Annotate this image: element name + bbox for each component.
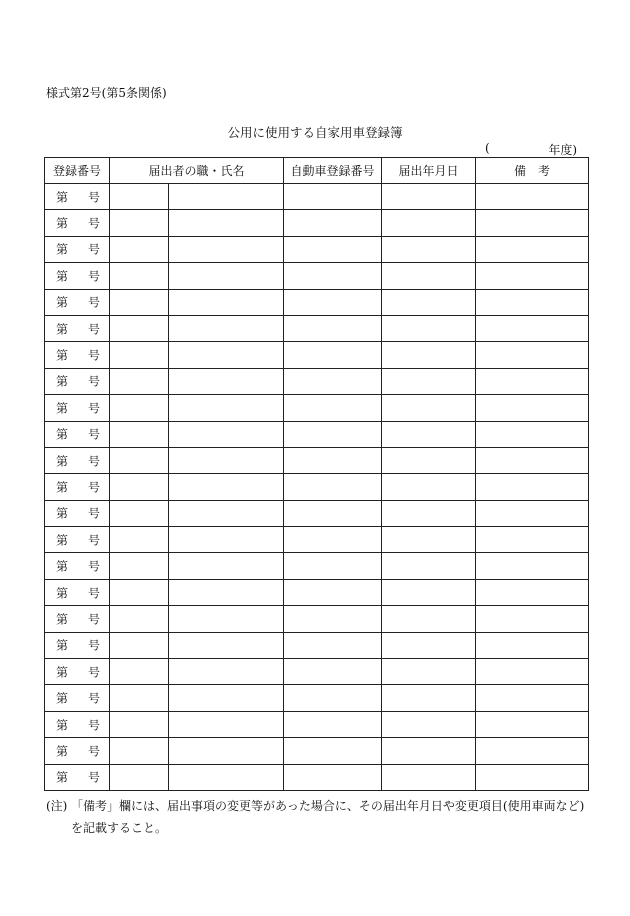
registration-no-cell — [45, 659, 110, 685]
name-cell[interactable] — [169, 184, 284, 210]
car-number-cell[interactable] — [284, 685, 382, 711]
table-row — [45, 738, 589, 764]
table-row — [45, 395, 589, 421]
position-cell[interactable] — [110, 236, 169, 262]
row-suffix: 号 — [87, 665, 100, 680]
date-cell[interactable] — [382, 527, 476, 553]
registration-no-cell — [45, 474, 110, 500]
date-cell[interactable] — [382, 395, 476, 421]
remarks-cell[interactable] — [476, 659, 589, 685]
car-number-cell[interactable] — [284, 184, 382, 210]
name-cell[interactable] — [169, 527, 284, 553]
name-cell[interactable] — [169, 289, 284, 315]
table-row — [45, 606, 589, 632]
date-cell[interactable] — [382, 738, 476, 764]
remarks-cell[interactable] — [476, 474, 589, 500]
name-cell[interactable] — [169, 342, 284, 368]
car-number-cell[interactable] — [284, 395, 382, 421]
table-row — [45, 421, 589, 447]
registration-no-cell — [45, 315, 110, 341]
table-row — [45, 711, 589, 737]
remarks-cell[interactable] — [476, 685, 589, 711]
table-row — [45, 315, 589, 341]
remarks-cell[interactable] — [476, 421, 589, 447]
header-car-number: 自動車登録番号 — [284, 158, 382, 184]
date-cell[interactable] — [382, 368, 476, 394]
remarks-cell[interactable] — [476, 289, 589, 315]
car-number-cell[interactable] — [284, 368, 382, 394]
position-cell[interactable] — [110, 184, 169, 210]
position-cell[interactable] — [110, 606, 169, 632]
row-prefix: 第 — [56, 295, 69, 310]
row-suffix: 号 — [87, 216, 100, 231]
date-cell[interactable] — [382, 184, 476, 210]
registration-no-cell — [45, 342, 110, 368]
car-number-cell[interactable] — [284, 764, 382, 790]
row-suffix: 号 — [87, 480, 100, 495]
row-suffix: 号 — [87, 559, 100, 574]
row-prefix: 第 — [56, 559, 69, 574]
row-suffix: 号 — [87, 348, 100, 363]
table-row — [45, 289, 589, 315]
row-prefix: 第 — [56, 612, 69, 627]
row-prefix: 第 — [56, 480, 69, 495]
name-cell[interactable] — [169, 315, 284, 341]
car-number-cell[interactable] — [284, 659, 382, 685]
name-cell[interactable] — [169, 263, 284, 289]
remarks-cell[interactable] — [476, 738, 589, 764]
row-prefix: 第 — [56, 506, 69, 521]
position-cell[interactable] — [110, 738, 169, 764]
remarks-cell[interactable] — [476, 395, 589, 421]
date-cell[interactable] — [382, 210, 476, 236]
car-number-cell[interactable] — [284, 500, 382, 526]
row-prefix: 第 — [56, 322, 69, 337]
row-prefix: 第 — [56, 401, 69, 416]
name-cell[interactable] — [169, 738, 284, 764]
remarks-cell[interactable] — [476, 210, 589, 236]
position-cell[interactable] — [110, 500, 169, 526]
remarks-cell[interactable] — [476, 447, 589, 473]
table-row — [45, 579, 589, 605]
remarks-cell[interactable] — [476, 527, 589, 553]
position-cell[interactable] — [110, 764, 169, 790]
position-cell[interactable] — [110, 579, 169, 605]
remarks-cell[interactable] — [476, 553, 589, 579]
row-suffix: 号 — [87, 638, 100, 653]
footnote-mark: (注) — [46, 799, 68, 813]
row-prefix: 第 — [56, 348, 69, 363]
table-row — [45, 685, 589, 711]
position-cell[interactable] — [110, 553, 169, 579]
position-cell[interactable] — [110, 368, 169, 394]
car-number-cell[interactable] — [284, 421, 382, 447]
registration-no-cell — [45, 263, 110, 289]
remarks-cell[interactable] — [476, 368, 589, 394]
name-cell[interactable] — [169, 553, 284, 579]
position-cell[interactable] — [110, 711, 169, 737]
fiscal-year-label: 年度) — [548, 143, 577, 157]
position-cell[interactable] — [110, 210, 169, 236]
table-row — [45, 500, 589, 526]
row-suffix: 号 — [87, 374, 100, 389]
registration-no-cell — [45, 421, 110, 447]
remarks-cell[interactable] — [476, 579, 589, 605]
name-cell[interactable] — [169, 368, 284, 394]
date-cell[interactable] — [382, 685, 476, 711]
row-suffix: 号 — [87, 242, 100, 257]
header-remarks: 備 考 — [476, 158, 589, 184]
fiscal-year-open-paren: ( — [485, 141, 490, 155]
position-cell[interactable] — [110, 315, 169, 341]
car-number-cell[interactable] — [284, 527, 382, 553]
table-row — [45, 764, 589, 790]
registration-no-cell — [45, 447, 110, 473]
position-cell[interactable] — [110, 263, 169, 289]
position-cell[interactable] — [110, 289, 169, 315]
car-number-cell[interactable] — [284, 289, 382, 315]
remarks-cell[interactable] — [476, 711, 589, 737]
row-suffix: 号 — [87, 744, 100, 759]
car-number-cell[interactable] — [284, 342, 382, 368]
row-prefix: 第 — [56, 718, 69, 732]
row-prefix: 第 — [56, 770, 69, 785]
registration-no-cell — [45, 579, 110, 605]
position-cell[interactable] — [110, 527, 169, 553]
remarks-cell[interactable] — [476, 236, 589, 262]
registration-no-cell — [45, 368, 110, 394]
name-cell[interactable] — [169, 659, 284, 685]
date-cell[interactable] — [382, 500, 476, 526]
date-cell[interactable] — [382, 632, 476, 658]
name-cell[interactable] — [169, 474, 284, 500]
header-registration-no: 登録番号 — [45, 158, 110, 184]
name-cell[interactable] — [169, 711, 284, 737]
header-date: 届出年月日 — [382, 158, 476, 184]
row-suffix: 号 — [87, 427, 100, 442]
row-prefix: 第 — [56, 691, 69, 706]
car-number-cell[interactable] — [284, 447, 382, 473]
registration-no-cell — [45, 500, 110, 526]
row-prefix: 第 — [56, 269, 69, 284]
car-number-cell[interactable] — [284, 711, 382, 737]
remarks-cell[interactable] — [476, 500, 589, 526]
row-suffix: 号 — [87, 586, 100, 601]
table-row — [45, 474, 589, 500]
row-suffix: 号 — [87, 401, 100, 416]
position-cell[interactable] — [110, 632, 169, 658]
row-prefix: 第 — [56, 242, 69, 257]
table-row — [45, 342, 589, 368]
registration-no-cell — [45, 210, 110, 236]
date-cell[interactable] — [382, 263, 476, 289]
date-cell[interactable] — [382, 342, 476, 368]
row-suffix: 号 — [87, 691, 100, 706]
date-cell[interactable] — [382, 289, 476, 315]
remarks-cell[interactable] — [476, 315, 589, 341]
header-name-position: 届出者の職・氏名 — [110, 158, 284, 184]
registration-no-cell — [45, 527, 110, 553]
row-prefix: 第 — [56, 586, 69, 601]
row-suffix: 号 — [87, 718, 100, 732]
registration-no-cell — [45, 685, 110, 711]
registration-no-cell — [45, 711, 110, 737]
form-number: 様式第2号(第5条関係) — [46, 86, 167, 100]
row-suffix: 号 — [87, 190, 100, 205]
remarks-cell[interactable] — [476, 632, 589, 658]
car-number-cell[interactable] — [284, 606, 382, 632]
name-cell[interactable] — [169, 579, 284, 605]
remarks-cell[interactable] — [476, 764, 589, 790]
row-suffix: 号 — [87, 295, 100, 310]
name-cell[interactable] — [169, 210, 284, 236]
table-row — [45, 553, 589, 579]
date-cell[interactable] — [382, 764, 476, 790]
row-suffix: 号 — [87, 506, 100, 521]
row-suffix: 号 — [87, 612, 100, 627]
position-cell[interactable] — [110, 447, 169, 473]
car-number-cell[interactable] — [284, 474, 382, 500]
date-cell[interactable] — [382, 315, 476, 341]
position-cell[interactable] — [110, 474, 169, 500]
row-prefix: 第 — [56, 374, 69, 389]
car-number-cell[interactable] — [284, 553, 382, 579]
position-cell[interactable] — [110, 421, 169, 447]
registration-no-cell — [45, 632, 110, 658]
row-prefix: 第 — [56, 190, 69, 205]
name-cell[interactable] — [169, 500, 284, 526]
registration-no-cell — [45, 395, 110, 421]
registration-no-cell — [45, 236, 110, 262]
name-cell[interactable] — [169, 421, 284, 447]
remarks-cell[interactable] — [476, 184, 589, 210]
date-cell[interactable] — [382, 236, 476, 262]
name-cell[interactable] — [169, 764, 284, 790]
car-number-cell[interactable] — [284, 632, 382, 658]
registration-no-cell — [45, 764, 110, 790]
car-number-cell[interactable] — [284, 263, 382, 289]
name-cell[interactable] — [169, 447, 284, 473]
name-cell[interactable] — [169, 606, 284, 632]
date-cell[interactable] — [382, 553, 476, 579]
table-row — [45, 184, 589, 210]
table-row — [45, 210, 589, 236]
remarks-cell[interactable] — [476, 263, 589, 289]
registration-no-cell — [45, 184, 110, 210]
footnote-line-1: 「備考」欄には、届出事項の変更等があった場合に、その届出年月日や変更項目(使用車両など) — [71, 799, 585, 813]
name-cell[interactable] — [169, 236, 284, 262]
name-cell[interactable] — [169, 395, 284, 421]
row-prefix: 第 — [56, 454, 69, 469]
row-suffix: 号 — [87, 533, 100, 548]
registration-no-cell — [45, 606, 110, 632]
row-prefix: 第 — [56, 638, 69, 653]
name-cell[interactable] — [169, 685, 284, 711]
registration-no-cell — [45, 553, 110, 579]
row-suffix: 号 — [87, 322, 100, 337]
row-prefix: 第 — [56, 665, 69, 680]
date-cell[interactable] — [382, 711, 476, 737]
car-number-cell[interactable] — [284, 579, 382, 605]
date-cell[interactable] — [382, 659, 476, 685]
footnote-line-2: を記載すること。 — [71, 821, 168, 835]
position-cell[interactable] — [110, 685, 169, 711]
position-cell[interactable] — [110, 395, 169, 421]
remarks-cell[interactable] — [476, 606, 589, 632]
date-cell[interactable] — [382, 579, 476, 605]
row-suffix: 号 — [87, 269, 100, 284]
row-prefix: 第 — [56, 533, 69, 548]
car-number-cell[interactable] — [284, 236, 382, 262]
name-cell[interactable] — [169, 632, 284, 658]
table-row — [45, 632, 589, 658]
row-prefix: 第 — [56, 427, 69, 442]
row-prefix: 第 — [56, 216, 69, 231]
registration-no-cell — [45, 738, 110, 764]
table-row — [45, 263, 589, 289]
row-prefix: 第 — [56, 744, 69, 759]
date-cell[interactable] — [382, 606, 476, 632]
registration-table — [44, 157, 589, 791]
position-cell[interactable] — [110, 342, 169, 368]
date-cell[interactable] — [382, 474, 476, 500]
car-number-cell[interactable] — [284, 738, 382, 764]
table-row — [45, 527, 589, 553]
car-number-cell[interactable] — [284, 315, 382, 341]
car-number-cell[interactable] — [284, 210, 382, 236]
position-cell[interactable] — [110, 659, 169, 685]
table-row — [45, 659, 589, 685]
table-row — [45, 447, 589, 473]
row-suffix: 号 — [87, 454, 100, 469]
row-suffix: 号 — [87, 770, 100, 785]
table-row — [45, 236, 589, 262]
registration-no-cell — [45, 289, 110, 315]
remarks-cell[interactable] — [476, 342, 589, 368]
table-row — [45, 368, 589, 394]
date-cell[interactable] — [382, 447, 476, 473]
document-title: 公用に使用する自家用車登録簿 — [227, 125, 403, 140]
date-cell[interactable] — [382, 421, 476, 447]
table-header-row — [45, 158, 589, 184]
